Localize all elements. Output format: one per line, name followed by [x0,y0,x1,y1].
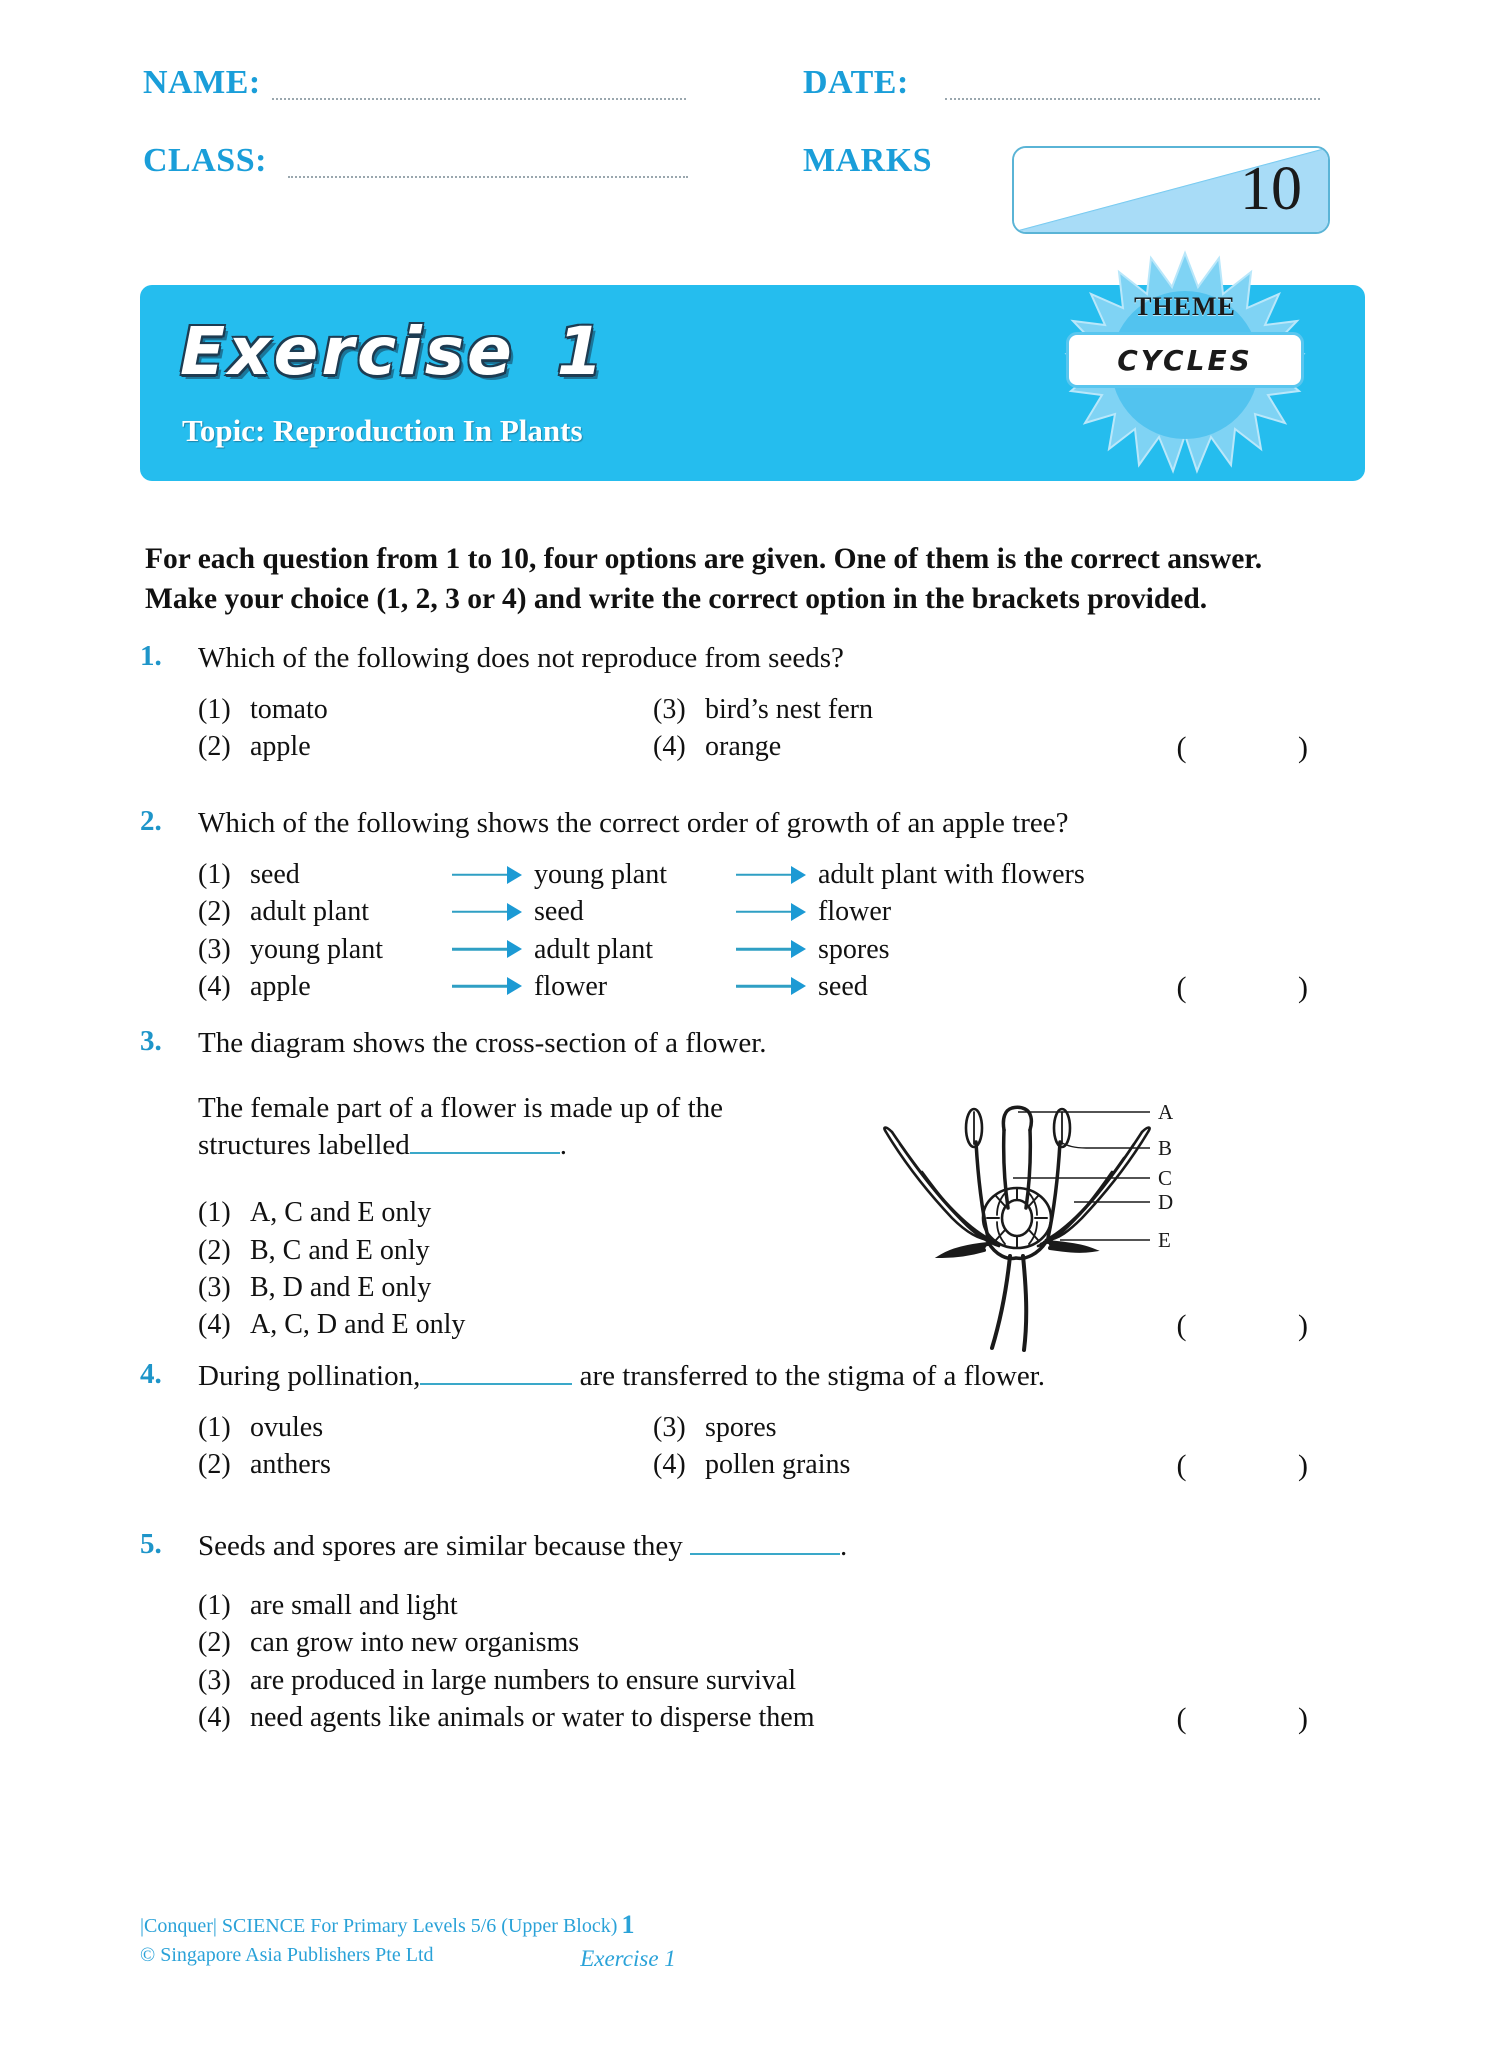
answer-bracket[interactable]: ( ) [1176,1449,1360,1483]
worksheet-header [0,60,1496,223]
question-3-subtext-after: . [559,1129,568,1162]
option-tag: (2) [198,1449,231,1481]
option-label: A, C and E only [250,1197,432,1229]
option-row [198,1587,1370,1624]
option-1[interactable] [198,691,653,728]
option-row [198,1409,1370,1446]
option-4[interactable] [198,1699,814,1736]
option-row [198,1624,1370,1661]
flower-cross-section-diagram [860,1060,1190,1360]
arrow-icon [448,861,534,889]
option-4[interactable] [198,968,868,1005]
instructions-line-1: For each question from 1 to 10, four options are given. One of them is the correct answer. [145,543,1263,575]
option-row [198,1699,1370,1736]
option-tag: (1) [198,1412,231,1444]
question-1-options [140,691,1370,765]
option-row [198,1306,1370,1343]
question-3-number: 3. [140,1025,162,1057]
option-tag: (1) [198,1590,231,1622]
option-row [198,691,1370,728]
option-row [198,1446,1370,1483]
question-4 [140,1358,1370,1484]
option-stage-3: flower [818,896,892,928]
option-2[interactable] [198,728,653,765]
option-tag: (1) [198,859,231,891]
question-1-text: Which of the following does not reproduce from seeds? [198,642,844,674]
option-stage-3: adult plant with flowers [818,859,1085,891]
option-2[interactable] [198,1232,430,1269]
exercise-title-word: Exercise [180,313,515,390]
diagram-label-e: E [1158,1228,1171,1252]
question-5-text-after: . [840,1530,848,1562]
question-3-text: The diagram shows the cross-section of a flower. [198,1027,767,1059]
question-3-subtext [198,1090,778,1164]
arrow-icon [732,861,818,889]
option-tag: (2) [198,1627,231,1659]
option-row [198,856,1370,893]
option-label: can grow into new organisms [250,1627,580,1659]
option-stage-1: apple [250,970,311,1002]
option-stage-3: spores [818,933,890,965]
option-label: orange [705,731,782,763]
option-stage-3: seed [818,970,868,1002]
option-3[interactable] [198,1662,796,1699]
question-4-number: 4. [140,1358,162,1390]
option-row [198,1194,1370,1231]
diagram-label-a: A [1158,1100,1174,1124]
answer-blank[interactable] [410,1152,560,1154]
answer-blank[interactable] [420,1383,572,1385]
question-2-options [140,856,1370,1005]
date-input[interactable] [945,98,1320,100]
option-1[interactable] [198,1409,653,1446]
option-3[interactable] [653,691,873,728]
footer-copyright-line: © Singapore Asia Publishers Pte Ltd [140,1944,434,1966]
option-tag: (1) [198,694,231,726]
option-tag: (2) [198,731,231,763]
name-label: NAME: [143,64,261,101]
question-3-subtext-before: The female part of a flower is made up of the structures labelled [198,1092,724,1162]
option-4[interactable] [653,728,781,765]
option-label: pollen grains [705,1449,851,1481]
option-stage-1: adult plant [250,896,369,928]
option-tag: (3) [198,1664,231,1696]
option-tag: (4) [653,1449,686,1481]
page-footer [0,1912,1496,1992]
flower-diagram-icon [860,1060,1190,1360]
option-2[interactable] [198,1624,579,1661]
option-label: spores [705,1412,777,1444]
option-stage-2: seed [534,896,584,928]
option-label: are produced in large numbers to ensure survival [250,1664,797,1696]
diagram-label-d: D [1158,1190,1174,1214]
answer-bracket[interactable]: ( ) [1176,1701,1360,1735]
theme-badge-value-box [1066,332,1304,388]
option-2[interactable] [198,893,891,930]
marks-label: MARKS [803,142,933,179]
arrow-icon [448,898,534,926]
option-3[interactable] [198,931,890,968]
question-4-text [198,1358,1045,1395]
diagram-label-c: C [1158,1166,1173,1190]
option-label: tomato [250,694,328,726]
option-stage-2: young plant [534,859,667,891]
question-1-number: 1. [140,640,162,672]
question-2 [140,805,1370,1005]
theme-badge-label: THEME [1134,292,1236,321]
option-3[interactable] [198,1269,431,1306]
option-1[interactable] [198,1587,458,1624]
marks-total: 10 [1240,154,1302,223]
diagram-label-b: B [1158,1136,1173,1160]
option-tag: (2) [198,1234,231,1266]
option-row [198,931,1370,968]
option-label: bird’s nest fern [705,694,873,726]
option-tag: (4) [198,1309,231,1341]
footer-title-line: |Conquer| SCIENCE For Primary Levels 5/6 (Upper Block) [140,1915,618,1937]
exercise-topic: Topic: Reproduction In Plants [182,413,583,448]
answer-bracket[interactable]: ( ) [1176,731,1360,765]
option-1[interactable] [198,856,1085,893]
option-label: anthers [250,1449,331,1481]
option-tag: (3) [653,1412,686,1444]
question-2-text: Which of the following shows the correct order of growth of an apple tree? [198,807,1069,839]
option-label: A, C, D and E only [250,1309,466,1341]
question-5-text-before: Seeds and spores are similar because they [198,1530,683,1562]
marks-box[interactable] [1012,146,1330,234]
option-4[interactable] [653,1446,850,1483]
option-tag: (1) [198,1197,231,1229]
option-tag: (4) [198,1701,231,1733]
option-1[interactable] [198,1194,431,1231]
page-number: 1 [621,1910,635,1939]
question-4-text-after: are transferred to the stigma of a flower. [579,1360,1045,1392]
option-tag: (3) [198,1271,231,1303]
question-5-number: 5. [140,1528,162,1560]
arrow-icon [448,972,534,1000]
option-3[interactable] [653,1409,777,1446]
question-4-text-before: During pollination, [198,1360,421,1392]
question-5 [140,1528,1370,1736]
question-5-text [198,1528,847,1565]
option-stage-2: flower [534,970,608,1002]
class-input[interactable] [288,176,688,178]
option-label: B, C and E only [250,1234,430,1266]
option-row [198,893,1370,930]
option-tag: (3) [198,933,231,965]
question-5-options [140,1587,1370,1736]
arrow-icon [732,935,818,963]
answer-blank[interactable] [690,1553,840,1555]
arrow-icon [732,898,818,926]
option-row [198,1662,1370,1699]
theme-badge [1060,250,1310,480]
option-row [198,968,1370,1005]
option-tag: (4) [653,731,686,763]
option-label: apple [250,731,311,763]
question-4-options [140,1409,1370,1483]
option-4[interactable] [198,1306,465,1343]
option-stage-1: seed [250,859,300,891]
theme-badge-value: CYCLES [1117,343,1253,377]
answer-bracket[interactable]: ( ) [1176,1309,1360,1343]
exercise-title [180,313,606,390]
instructions [145,540,1365,619]
option-row [198,1269,1370,1306]
option-tag: (3) [653,694,686,726]
date-label: DATE: [803,64,909,101]
option-label: are small and light [250,1590,458,1622]
option-row [198,1232,1370,1269]
option-row [198,728,1370,765]
question-1 [140,640,1370,766]
exercise-title-number: 1 [556,313,606,390]
question-2-number: 2. [140,805,162,837]
option-tag: (4) [198,970,231,1002]
option-stage-2: adult plant [534,933,653,965]
footer-exercise-label: Exercise 1 [580,1946,676,1971]
answer-bracket[interactable]: ( ) [1176,970,1360,1004]
arrow-icon [448,935,534,963]
option-2[interactable] [198,1446,653,1483]
arrow-icon [732,972,818,1000]
option-label: ovules [250,1412,324,1444]
option-label: need agents like animals or water to disperse them [250,1701,815,1733]
name-input[interactable] [272,98,686,100]
instructions-line-2: Make your choice (1, 2, 3 or 4) and write the correct option in the brackets provided. [145,582,1208,615]
option-label: B, D and E only [250,1271,432,1303]
option-stage-1: young plant [250,933,383,965]
class-label: CLASS: [143,142,267,179]
option-tag: (2) [198,896,231,928]
